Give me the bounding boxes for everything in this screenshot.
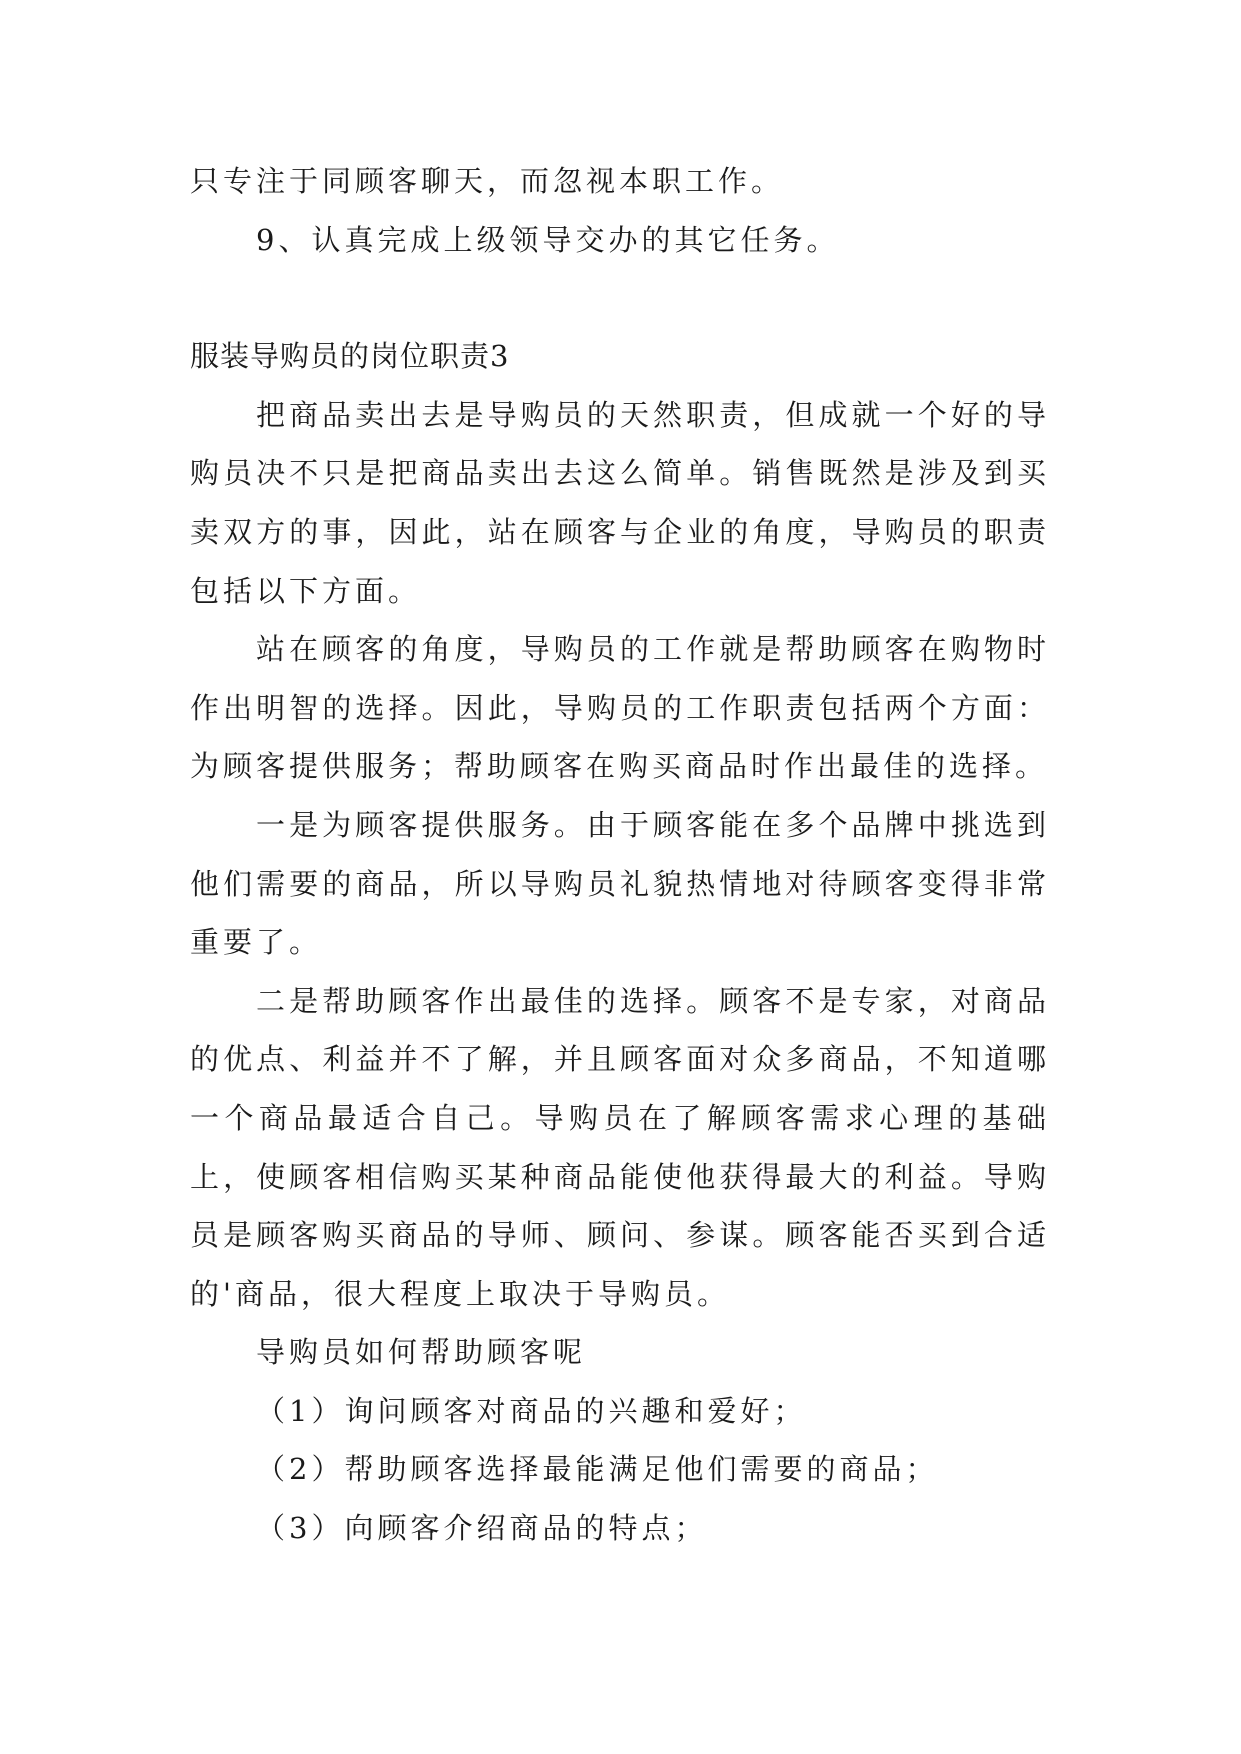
- paragraph-item-9: 9、认真完成上级领导交办的其它任务。: [256, 222, 840, 257]
- document-body: [190, 152, 1050, 1558]
- list-item: （2）帮助顾客选择最能满足他们需要的商品；: [256, 1452, 939, 1487]
- section-paragraph: 二是帮助顾客作出最佳的选择。顾客不是专家，对商品的优点、利益并不了解，并且顾客面对众多商品，不知道哪一个商品最适合自己。导购员在了解顾客需求心理的基础上，使顾客相信购买某种商品能使他获得最大的利益。导购员是顾客购买商品的导师、顾问、参谋。顾客能否买到合适的'商品，很大程度上取决于导购员。: [190, 983, 1050, 1311]
- section-paragraph: 一是为顾客提供服务。由于顾客能在多个品牌中挑选到他们需要的商品，所以导购员礼貌热情地对待顾客变得非常重要了。: [190, 807, 1050, 960]
- list-item: （1）询问顾客对商品的兴趣和爱好；: [256, 1393, 807, 1428]
- paragraph-continued: 只专注于同顾客聊天，而忽视本职工作。: [190, 164, 785, 198]
- section-paragraph: 把商品卖出去是导购员的天然职责，但成就一个好的导购员决不只是把商品卖出去这么简单。销售既然是涉及到买卖双方的事，因此，站在顾客与企业的角度，导购员的职责包括以下方面。: [190, 397, 1050, 608]
- section-paragraph: 站在顾客的角度，导购员的工作就是帮助顾客在购物时作出明智的选择。因此，导购员的工作职责包括两个方面：为顾客提供服务；帮助顾客在购买商品时作出最佳的选择。: [190, 632, 1050, 784]
- section-paragraph: 导购员如何帮助顾客呢: [256, 1335, 587, 1370]
- section-heading: 服装导购员的岗位职责3: [190, 339, 510, 374]
- list-item: （3）向顾客介绍商品的特点；: [256, 1511, 708, 1546]
